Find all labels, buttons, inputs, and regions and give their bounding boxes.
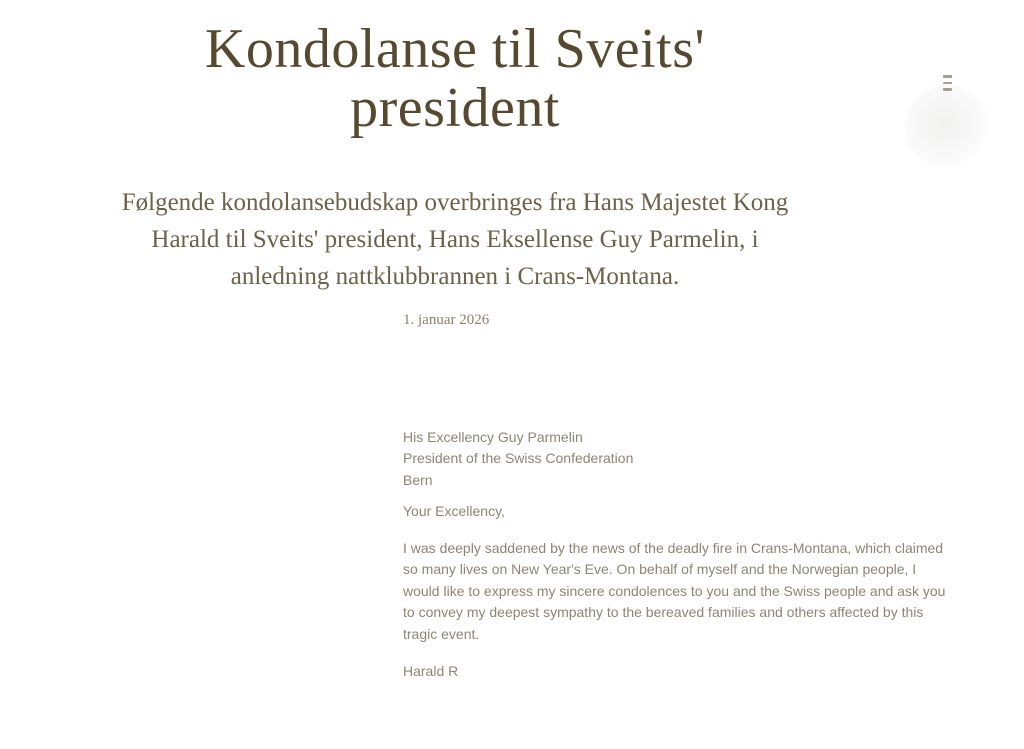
menu-background-blob	[905, 85, 990, 170]
publish-date: 1. januar 2026	[403, 311, 490, 328]
hamburger-menu-icon[interactable]	[943, 70, 959, 96]
page-title: Kondolanse til Sveits' president	[204, 18, 706, 139]
recipient-line: His Excellency Guy Parmelin	[403, 428, 583, 445]
article-body	[403, 312, 948, 683]
letter-body: I was deeply saddened by the news of the deadly fire in Crans-Montana, which claimed so many lives on New Year's Eve. On behalf of myself and the Norwegian people, I would like to express my sincere condolences to you and the Swiss people and ask you to convey my deepest sympathy to the bereaved families and others affected by this tragic event.	[403, 539, 946, 642]
recipient-line: President of the Swiss Confederation	[403, 450, 634, 467]
article-header	[110, 0, 800, 295]
article-lead: Følgende kondolansebudskap overbringes fra Hans Majestet Kong Harald til Sveits' president, Hans Eksellense Guy Parmelin, i anledning nattklubbrannen i Crans-Montana.	[121, 188, 789, 290]
menu-bar	[943, 82, 952, 85]
salutation: Your Excellency,	[403, 503, 505, 520]
recipient-line: Bern	[403, 471, 433, 488]
letter-content	[403, 427, 948, 683]
menu-bar	[943, 88, 952, 91]
menu-bar	[943, 75, 952, 78]
floating-menu-widget	[905, 60, 995, 170]
signature: Harald R	[403, 663, 459, 680]
